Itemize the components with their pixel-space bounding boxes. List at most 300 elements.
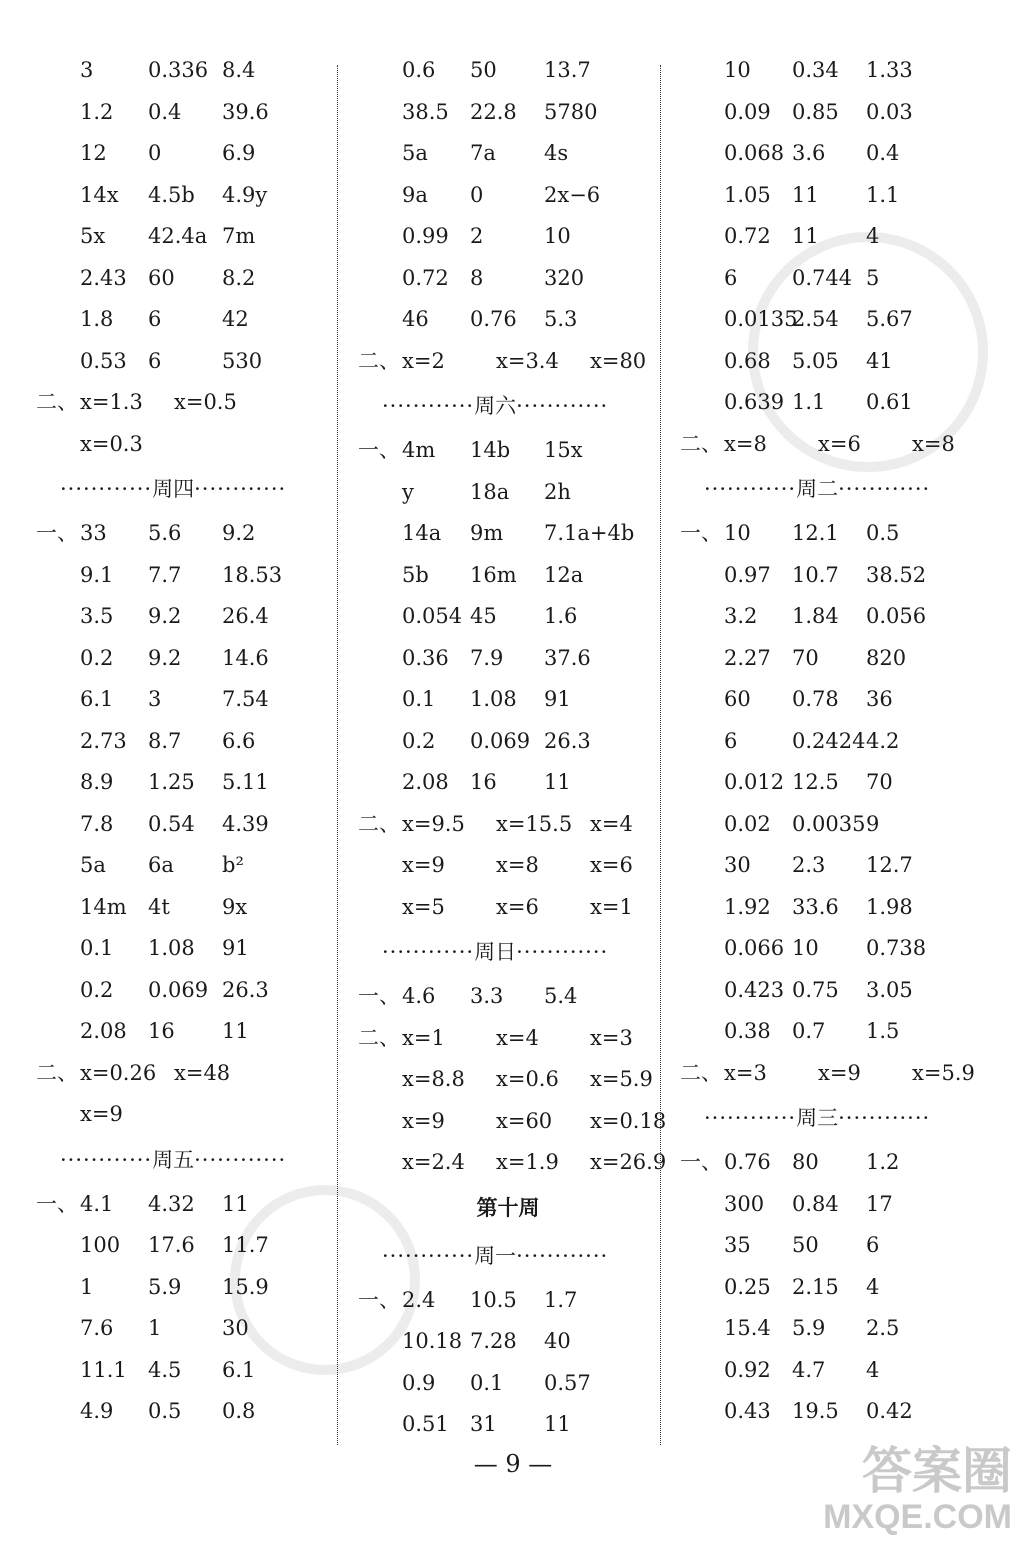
answer-value: 22.8: [470, 99, 517, 124]
answer-value: 2.4: [402, 1287, 436, 1312]
answer-column-left: [36, 50, 336, 1433]
answer-row: [36, 721, 336, 763]
question-number: 一、: [36, 521, 78, 545]
answer-value: x=4: [590, 811, 633, 836]
question-number: 一、: [358, 1287, 400, 1312]
answer-value: 11: [792, 224, 819, 248]
answer-value: 4: [866, 1357, 880, 1382]
question-number: 二、: [680, 1060, 722, 1085]
answer-value: x=60: [496, 1108, 553, 1133]
answer-value: 26.3: [222, 977, 269, 1002]
answer-value: 1.1: [866, 182, 900, 207]
answer-value: x=48: [174, 1060, 231, 1085]
answer-value: 3.3: [470, 984, 504, 1008]
answer-value: x=80: [590, 348, 647, 373]
answer-value: 6.9: [222, 141, 256, 165]
answer-value: 30: [222, 1316, 249, 1340]
answer-value: 0.4: [866, 141, 900, 165]
answer-value: 0.92: [724, 1357, 771, 1382]
answer-value: x=4: [496, 1025, 539, 1050]
answer-row: [680, 341, 980, 383]
section-title: 周六: [474, 394, 517, 418]
dotted-leader: ············: [194, 1147, 287, 1172]
answer-value: 46: [402, 307, 429, 331]
answer-value: 4.7: [792, 1357, 826, 1382]
section-title: 周日: [474, 940, 517, 964]
answer-value: 4s: [544, 141, 569, 165]
answer-value: 5.6: [148, 521, 182, 545]
answer-value: 2x−6: [544, 182, 601, 207]
section-heading: [680, 1094, 980, 1142]
answer-value: 0.38: [724, 1019, 771, 1043]
answer-value: 0.054: [402, 604, 463, 628]
answer-row: [36, 1053, 336, 1095]
section-title: 周五: [152, 1147, 195, 1172]
answer-value: 0.43: [724, 1399, 771, 1423]
section-title: 周四: [152, 477, 195, 501]
answer-row: [358, 472, 658, 514]
section-heading: [36, 1136, 336, 1184]
answer-row: [36, 845, 336, 887]
answer-row: [680, 1184, 980, 1226]
page-footer: — 9 —: [473, 1450, 553, 1478]
answer-row: [680, 555, 980, 597]
answer-value: 10: [724, 521, 751, 545]
answer-value: x=1: [590, 894, 633, 919]
answer-value: 11.1: [80, 1357, 127, 1382]
answer-value: x=0.5: [174, 390, 237, 414]
question-number: 二、: [680, 431, 722, 456]
answer-value: 1.5: [866, 1019, 900, 1043]
answer-value: 4.39: [222, 811, 269, 836]
answer-value: 42.4a: [148, 224, 208, 248]
answer-value: x=9: [80, 1102, 123, 1126]
answer-value: 0.056: [866, 604, 927, 628]
answer-value: 0.61: [866, 390, 913, 414]
answer-value: 6: [148, 307, 162, 331]
answer-row: [680, 887, 980, 929]
answer-value: x=2: [402, 348, 445, 373]
answer-row: [680, 679, 980, 721]
answer-value: 3: [80, 58, 94, 82]
dotted-leader: ············: [382, 1243, 475, 1268]
answer-value: x=8: [724, 431, 767, 456]
answer-value: 5b: [402, 562, 429, 587]
answer-value: 5.67: [866, 307, 913, 331]
answer-value: 2.5: [866, 1316, 900, 1340]
answer-value: 1.8: [80, 307, 114, 331]
answer-value: 4: [866, 1274, 880, 1299]
answer-value: 0.85: [792, 99, 839, 124]
answer-value: 9.1: [80, 562, 114, 587]
answer-value: 7.8: [80, 811, 114, 836]
answer-value: 3.5: [80, 604, 114, 628]
answer-value: 9.2: [148, 645, 182, 670]
answer-value: 4.6: [402, 984, 436, 1008]
question-number: 一、: [680, 521, 722, 545]
answer-value: x=9.5: [402, 811, 465, 836]
answer-value: 0.6: [402, 58, 436, 82]
answer-value: 4.9: [80, 1399, 114, 1423]
answer-value: 5780: [544, 99, 598, 124]
answer-value: 7m: [222, 224, 256, 248]
answer-value: 4.1: [80, 1191, 114, 1216]
logo-domain: MXQE.COM: [823, 1498, 1012, 1536]
answer-value: x=1.3: [80, 390, 143, 414]
answer-value: 1.6: [544, 604, 578, 628]
question-number: 二、: [36, 1060, 78, 1085]
answer-value: 6.6: [222, 728, 256, 753]
answer-value: 16m: [470, 562, 517, 587]
answer-value: 9x: [222, 894, 248, 919]
answer-value: 12.7: [866, 853, 913, 877]
answer-row: [36, 424, 336, 466]
dotted-leader: ············: [516, 940, 609, 964]
answer-value: x=6: [818, 431, 861, 456]
answer-row: [36, 804, 336, 846]
answer-row: [358, 299, 658, 341]
answer-row: [36, 1350, 336, 1392]
answer-value: 1.05: [724, 182, 771, 207]
answer-row: [36, 175, 336, 217]
answer-row: [358, 638, 658, 680]
answer-value: 7.28: [470, 1329, 517, 1353]
answer-value: 11: [792, 182, 819, 207]
answer-value: 9.2: [222, 521, 256, 545]
answer-row: [358, 804, 658, 846]
answer-value: 300: [724, 1191, 765, 1216]
answer-row: [36, 513, 336, 555]
answer-row: [358, 887, 658, 929]
answer-value: x=15.5: [496, 811, 573, 836]
answer-row: [358, 1018, 658, 1060]
answer-value: 7.1a+4b: [544, 521, 635, 545]
answer-value: 60: [148, 265, 175, 290]
section-heading: [358, 382, 658, 430]
answer-value: 0.9: [402, 1370, 436, 1395]
answer-value: 0.97: [724, 562, 771, 587]
answer-value: 7.9: [470, 645, 504, 670]
answer-row: [358, 679, 658, 721]
answer-row: [680, 513, 980, 555]
answer-row: [680, 928, 980, 970]
answer-value: 14m: [80, 894, 127, 919]
question-number: 一、: [680, 1150, 722, 1174]
answer-value: 0.84: [792, 1191, 839, 1216]
answer-value: 19.5: [792, 1399, 839, 1423]
answer-row: [680, 50, 980, 92]
answer-value: 31: [470, 1412, 497, 1436]
answer-value: 2.08: [80, 1019, 127, 1043]
section-title: 周三: [796, 1106, 839, 1130]
answer-value: 2.08: [402, 770, 449, 794]
dotted-leader: ············: [382, 940, 475, 964]
answer-value: 0.57: [544, 1370, 591, 1395]
answer-row: [680, 1350, 980, 1392]
answer-value: 37.6: [544, 645, 591, 670]
answer-value: 50: [470, 58, 497, 82]
answer-value: 0.336: [148, 58, 209, 82]
answer-value: 0.75: [792, 977, 839, 1002]
answer-row: [36, 762, 336, 804]
answer-row: [36, 50, 336, 92]
answer-value: x=5: [402, 894, 445, 919]
dotted-leader: ············: [838, 1106, 931, 1130]
answer-value: 5a: [80, 853, 106, 877]
answer-row: [680, 175, 980, 217]
answer-value: 0.0035: [792, 811, 866, 836]
answer-row: [680, 1225, 980, 1267]
answer-row: [680, 382, 980, 424]
answer-value: 7.6: [80, 1316, 114, 1340]
answer-value: 8.2: [222, 265, 256, 290]
answer-value: 26.4: [222, 604, 269, 628]
answer-value: 5: [866, 265, 880, 290]
answer-value: 30: [724, 853, 751, 877]
answer-value: 1.84: [792, 604, 839, 628]
answer-value: 12.1: [792, 521, 839, 545]
answer-value: 11: [222, 1191, 249, 1216]
dotted-leader: ············: [194, 477, 287, 501]
answer-value: 9m: [470, 521, 504, 545]
answer-value: 2.54: [792, 307, 839, 331]
answer-row: [358, 1321, 658, 1363]
answer-value: 91: [544, 687, 571, 711]
answer-row: [358, 50, 658, 92]
answer-value: 3.2: [724, 604, 758, 628]
answer-row: [680, 804, 980, 846]
answer-value: 1.08: [470, 687, 517, 711]
answer-row: [358, 721, 658, 763]
answer-value: 4: [866, 224, 880, 248]
answer-value: 5x: [80, 224, 106, 248]
answer-value: 4t: [148, 894, 170, 919]
column-divider: [660, 65, 661, 1445]
dotted-leader: ············: [704, 477, 797, 501]
answer-row: [680, 1011, 980, 1053]
answer-value: 0.5: [148, 1399, 182, 1423]
answer-value: 18.53: [222, 562, 283, 587]
answer-row: [358, 341, 658, 383]
answer-value: x=1.9: [496, 1150, 559, 1174]
answer-value: 0.34: [792, 58, 839, 82]
answer-value: 0.99: [402, 224, 449, 248]
answer-value: 0.76: [724, 1150, 771, 1174]
answer-value: 14a: [402, 521, 442, 545]
answer-value: 6: [724, 265, 738, 290]
answer-value: x=5.9: [590, 1067, 653, 1091]
answer-value: 820: [866, 645, 907, 670]
question-number: 二、: [358, 348, 400, 373]
answer-value: 1.33: [866, 58, 913, 82]
answer-row: [358, 175, 658, 217]
answer-row: [36, 887, 336, 929]
answer-value: 0.2424: [792, 728, 866, 753]
dotted-leader: ············: [704, 1106, 797, 1130]
answer-value: 2h: [544, 479, 571, 504]
answer-value: x=0.18: [590, 1108, 667, 1133]
answer-value: 10.5: [470, 1287, 517, 1312]
answer-row: [36, 596, 336, 638]
answer-value: 4m: [402, 438, 436, 462]
answer-row: [680, 1391, 980, 1433]
answer-row: [36, 216, 336, 258]
answer-value: 8.9: [80, 770, 114, 794]
answer-row: [358, 1280, 658, 1322]
answer-value: 8.7: [148, 728, 182, 753]
answer-row: [680, 1308, 980, 1350]
answer-value: 5.11: [222, 770, 269, 794]
answer-row: [358, 1363, 658, 1405]
answer-column-middle: [358, 50, 667, 1446]
answer-value: 42: [222, 307, 249, 331]
answer-value: 6.1: [222, 1357, 256, 1382]
answer-row: [36, 928, 336, 970]
answer-row: [680, 762, 980, 804]
answer-value: 4.9y: [222, 182, 268, 207]
answer-value: 100: [80, 1233, 121, 1257]
answer-value: 0.068: [724, 141, 785, 165]
dotted-leader: ············: [60, 1147, 153, 1172]
answer-value: 33.6: [792, 894, 839, 919]
answer-value: 0.09: [724, 99, 771, 124]
answer-value: x=6: [496, 894, 539, 919]
answer-value: 11: [544, 1412, 571, 1436]
answer-value: 0.1: [402, 687, 436, 711]
answer-row: [36, 970, 336, 1012]
answer-value: x=3: [724, 1060, 767, 1085]
answer-row: [680, 424, 980, 466]
answer-row: [358, 513, 658, 555]
question-number: 二、: [358, 1025, 400, 1050]
answer-value: 0.069: [470, 728, 531, 753]
answer-value: x=8: [496, 853, 539, 877]
answer-row: [358, 258, 658, 300]
answer-row: [36, 1011, 336, 1053]
answer-value: 0.2: [80, 977, 114, 1002]
answer-value: 39.6: [222, 99, 269, 124]
answer-row: [36, 638, 336, 680]
section-title: 周二: [796, 477, 839, 501]
answer-row: [680, 721, 980, 763]
section-title: 周一: [474, 1243, 517, 1268]
answer-value: x=9: [818, 1060, 861, 1085]
answer-value: 10: [724, 58, 751, 82]
answer-value: 4.32: [148, 1191, 195, 1216]
dotted-leader: ············: [838, 477, 931, 501]
answer-value: 0.42: [866, 1399, 913, 1423]
answer-row: [358, 430, 658, 472]
answer-value: 91: [222, 936, 249, 960]
answer-value: 0.7: [792, 1019, 826, 1043]
answer-row: [36, 1391, 336, 1433]
site-logo: [823, 1444, 1012, 1536]
answer-value: 41: [866, 348, 893, 373]
answer-row: [36, 555, 336, 597]
answer-value: 5.05: [792, 348, 839, 373]
answer-value: 0.738: [866, 936, 927, 960]
answer-value: 11.7: [222, 1233, 269, 1257]
answer-value: 0.069: [148, 977, 209, 1002]
answer-value: 0.76: [470, 307, 517, 331]
answer-value: 8: [470, 265, 484, 290]
answer-row: [358, 596, 658, 638]
answer-value: 0.2: [402, 728, 436, 753]
answer-value: x=3: [590, 1025, 633, 1050]
dotted-leader: ············: [516, 1243, 609, 1268]
answer-value: 6.1: [80, 687, 114, 711]
answer-value: 7a: [470, 141, 496, 165]
answer-row: [36, 92, 336, 134]
answer-value: 33: [80, 521, 107, 545]
answer-value: 15.9: [222, 1274, 269, 1299]
answer-value: 0.2: [80, 645, 114, 670]
answer-value: 530: [222, 348, 263, 373]
answer-value: 17.6: [148, 1233, 195, 1257]
dotted-leader: ············: [382, 394, 475, 418]
answer-row: [680, 133, 980, 175]
answer-row: [36, 1225, 336, 1267]
answer-row: [36, 1094, 336, 1136]
answer-value: 0.5: [866, 521, 900, 545]
answer-value: 0.0135: [724, 307, 798, 331]
answer-value: 2: [470, 224, 484, 248]
question-number: 一、: [358, 438, 400, 462]
answer-value: 1: [80, 1274, 94, 1299]
answer-value: 16: [470, 770, 497, 794]
answer-value: 5a: [402, 141, 428, 165]
answer-row: [358, 1059, 658, 1101]
answer-value: 0.066: [724, 936, 785, 960]
answer-value: 1.7: [544, 1287, 578, 1312]
answer-value: 14b: [470, 438, 511, 462]
answer-row: [680, 258, 980, 300]
answer-value: 9a: [402, 182, 428, 207]
answer-value: 5.9: [792, 1316, 826, 1340]
answer-value: 0.423: [724, 977, 785, 1002]
answer-value: 4.2: [866, 728, 900, 753]
answer-row: [36, 258, 336, 300]
answer-value: 6: [148, 348, 162, 373]
answer-row: [680, 92, 980, 134]
answer-row: [358, 845, 658, 887]
answer-row: [680, 216, 980, 258]
answer-value: 0.8: [222, 1399, 256, 1423]
question-number: 二、: [36, 390, 78, 414]
answer-value: b²: [222, 853, 244, 877]
answer-row: [680, 1053, 980, 1095]
answer-value: 4.5: [148, 1357, 182, 1382]
answer-value: 14x: [80, 182, 119, 207]
question-number: 二、: [358, 811, 400, 836]
answer-value: x=9: [402, 1108, 445, 1133]
answer-value: 3: [148, 687, 162, 711]
answer-value: 6: [866, 1233, 880, 1257]
answer-value: x=26.9: [590, 1150, 667, 1174]
answer-row: [358, 133, 658, 175]
answer-value: 14.6: [222, 645, 269, 670]
section-heading: [36, 465, 336, 513]
answer-row: [36, 382, 336, 424]
answer-value: 1.25: [148, 770, 195, 794]
answer-value: x=0.26: [80, 1060, 157, 1085]
answer-value: 12: [80, 141, 107, 165]
answer-value: 320: [544, 265, 585, 290]
answer-row: [680, 845, 980, 887]
answer-value: 1.1: [792, 390, 826, 414]
answer-value: 5.9: [148, 1274, 182, 1299]
answer-value: 18a: [470, 479, 510, 504]
